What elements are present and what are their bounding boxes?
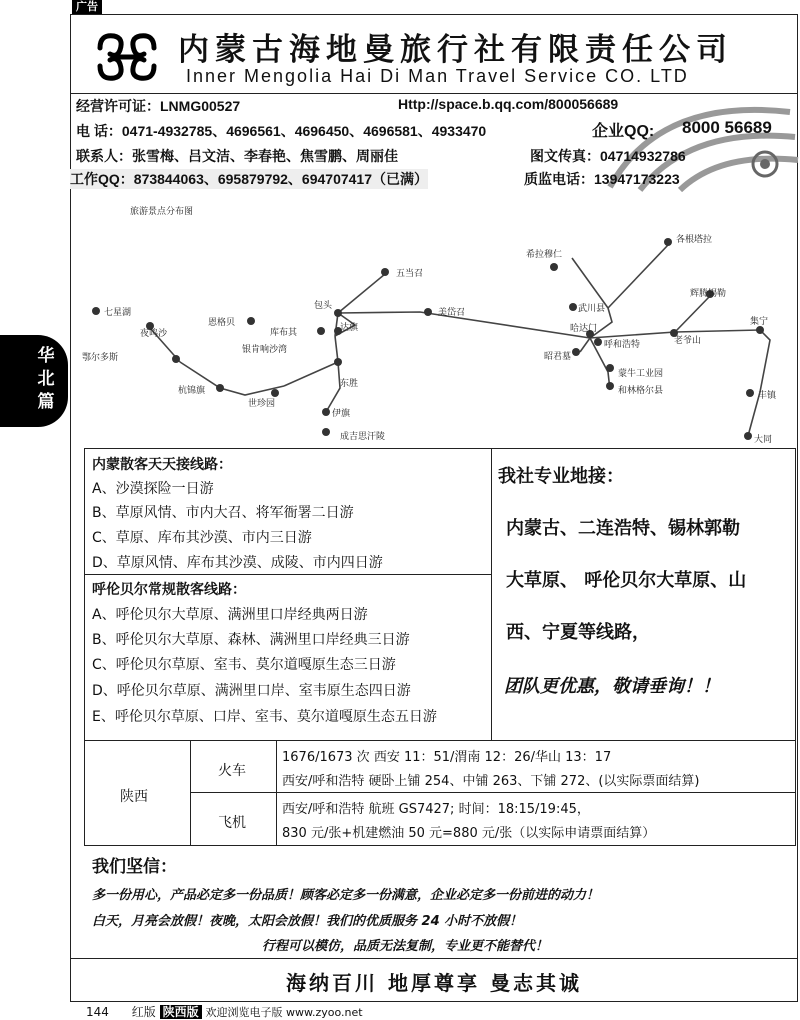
flight-schedule: 西安/呼和浩特 航班 GS7427; 时间：18:15/19:45， [282,802,590,817]
agency-line: 西、宁夏等线路， [506,622,650,643]
map-place-label: 包头 [314,301,333,311]
section-badge: 陕西版 [160,1005,202,1019]
map-place-label: 辉腾锡勒 [690,289,727,299]
map-place-label: 鄂尔多斯 [82,353,119,363]
license-number: 经营许可证：LNMG00527 [76,98,241,114]
map-place-label: 成吉思汗陵 [340,432,386,442]
route-item: A、呼伦贝尔大草原、满洲里口岸经典两日游 [92,607,368,623]
map-place-label: 和林格尔县 [618,386,664,396]
page-number: 144 [86,1005,109,1019]
company-name-en: Inner Mengolia Hai Di Man Travel Service CO. LTD [186,66,689,86]
believe-line: 多一份用心，产品必定多一份品质！顾客必定多一份满意，企业必定多一份前进的动力！ [92,888,600,903]
map-place-label: 伊旗 [332,409,351,419]
map-place-label: 达旗 [340,323,359,333]
company-name-cn: 内蒙古海地曼旅行社有限责任公司 [178,32,733,68]
edition-label: 红版 [131,1005,156,1019]
agency-line: 内蒙古、二连浩特、锡林郭勒 [506,518,740,539]
route-item: B、呼伦贝尔大草原、森林、满洲里口岸经典三日游 [92,632,410,648]
map-place-label: 各根塔拉 [676,235,713,245]
map-place-label: 东胜 [340,379,359,389]
map-place-label: 蒙牛工业园 [618,369,664,379]
website-link[interactable]: Http://space.b.qq.com/800056689 [398,96,619,112]
slogan-box [70,958,798,1002]
flight-fares: 830 元/张+机建燃油 50 元=880 元/张（以实际申请票面结算） [282,826,656,841]
side-tab-char: 北 [37,369,55,389]
believe-line: 行程可以模仿，品质无法复制，专业更不能替代！ [262,939,549,954]
supervision-phone: 质监电话：13947173223 [524,171,680,187]
company-slogan: 海纳百川 地厚尊享 曼志其诚 [286,971,582,995]
region-side-tab [0,335,68,427]
map-place-label: 库布其 [270,328,298,338]
map-place-label: 集宁 [750,317,769,327]
map-place-label: 昭君墓 [544,352,572,362]
divider [84,574,491,575]
side-tab-char: 篇 [37,392,55,412]
map-place-label: 夜鸣沙 [140,329,168,339]
side-tab-char: 华 [37,346,55,366]
map-place-label: 呼和浩特 [604,340,641,350]
transport-region: 陕西 [120,789,148,805]
work-qq: 工作QQ：873844063、695879792、694707417（已满） [70,171,429,187]
map-place-label: 恩格贝 [208,318,236,328]
train-label: 火车 [218,763,246,779]
map-place-label: 丰镇 [758,391,777,401]
map-place-label: 杭锦旗 [178,386,206,396]
phone-numbers: 电 话：0471-4932785、4696561、4696450、4696581、4933470 [76,123,487,139]
route-item: A、沙漠探险一日游 [92,481,214,497]
route-item: D、呼伦贝尔草原、满洲里口岸、室韦原生态四日游 [92,683,411,699]
map-place-label: 五当召 [396,269,424,279]
map-place-label: 哈达门 [570,324,598,334]
enterprise-qq: 8000 56689 [682,118,772,137]
route-item: C、草原、库布其沙漠、市内三日游 [92,530,312,546]
ad-tag: 广告 [72,0,102,14]
map-place-label: 七星湖 [104,308,132,318]
map-place-label: 武川县 [578,304,606,314]
divider [276,740,277,846]
agency-title: 我社专业地接： [498,466,624,487]
inner-routes-title: 内蒙散客天天接线路： [92,457,232,473]
fax-number: 图文传真：04714932786 [530,148,686,164]
company-logo-icon [90,28,164,86]
route-item: D、草原风情、库布其沙漠、成陵、市内四日游 [92,555,383,571]
plane-label: 飞机 [218,815,246,831]
route-item: B、草原风情、市内大召、将军衙署二日游 [92,505,354,521]
footer-website[interactable]: 欢迎浏览电子版 www.zyoo.net [205,1006,363,1019]
map-place-label: 希拉穆仁 [526,250,563,260]
believe-line: 白天，月亮会放假！夜晚，太阳会放假！我们的优质服务 24 小时不放假！ [92,914,523,929]
map-place-label: 世珍园 [248,399,276,409]
divider [190,792,796,793]
page-footer [86,1003,363,1020]
agency-slogan: 团队更优惠，敬请垂询！！ [504,676,720,697]
hulun-routes-title: 呼伦贝尔常规散客线路： [92,582,246,598]
map-title: 旅游景点分布图 [130,207,194,217]
map-place-label: 美岱召 [438,308,466,318]
map-place-label: 银肯响沙湾 [242,345,288,355]
route-item: C、呼伦贝尔草原、室韦、莫尔道嘎原生态三日游 [92,657,396,673]
enterprise-qq-label: 企业QQ: [592,123,655,140]
train-fares: 西安/呼和浩特 硬卧上铺 254、中铺 263、下铺 272、(以实际票面结算) [282,774,700,789]
divider [491,448,492,740]
map-place-label: 老爷山 [674,336,702,346]
believe-title: 我们坚信： [92,857,177,877]
contact-persons: 联系人：张雪梅、吕文洁、李春艳、焦雪鹏、周丽佳 [76,148,398,164]
route-item: E、呼伦贝尔草原、口岸、室韦、莫尔道嘎原生态五日游 [92,709,437,725]
divider [190,740,191,846]
map-place-label: 大同 [754,435,773,445]
tourist-map [70,190,798,446]
train-schedule: 1676/1673 次 西安 11：51/渭南 12：26/华山 13：17 [282,750,612,765]
agency-line: 大草原、 呼伦贝尔大草原、山 [506,570,747,591]
